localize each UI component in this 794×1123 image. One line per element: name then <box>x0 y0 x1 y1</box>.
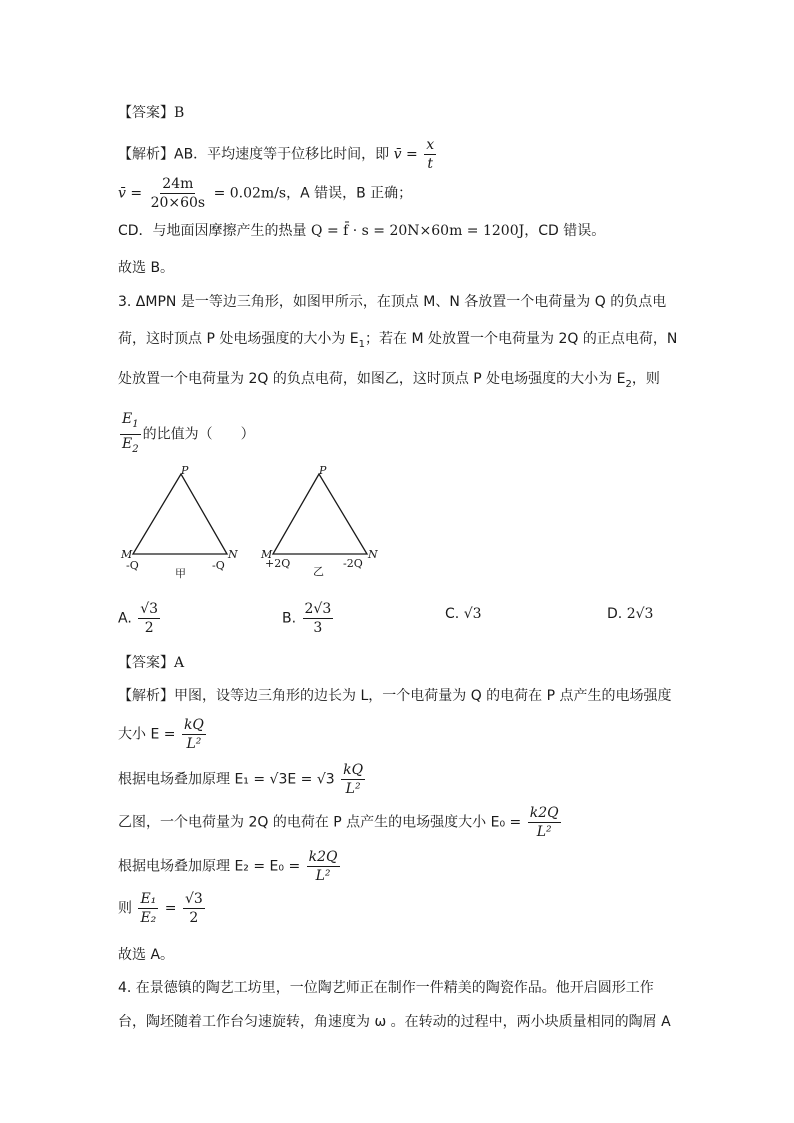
conclusion-line: 故选 A。 <box>118 947 175 963</box>
question-4-stem-2: 台，陶坯随着工作台匀速旋转，角速度为 ω 。在转动的过程中，两小块质量相同的陶屑 A <box>118 1014 671 1030</box>
question-3-stem-1: 3. ΔMPN 是一等边三角形，如图甲所示，在顶点 M、N 各放置一个电荷量为 Q 的负点电 <box>118 294 667 310</box>
analysis-text: 甲图，设等边三角形的边长为 L，一个电荷量为 Q 的电荷在 P 点产生的电场强度 <box>174 688 672 704</box>
option-label: A. <box>118 610 132 627</box>
fraction-numerator: k2Q <box>308 849 338 865</box>
analysis-text: AB．平均速度等于位移比时间，即 <box>174 146 390 163</box>
field-fraction <box>307 848 340 885</box>
fraction-numerator: √3 <box>184 891 203 907</box>
analysis-line-6 <box>118 890 207 927</box>
field-fraction <box>341 761 365 798</box>
result-fraction <box>183 890 205 927</box>
fraction-numerator: 2√3 <box>304 601 332 617</box>
fraction-numerator: kQ <box>343 762 364 778</box>
fraction-denominator: L² <box>536 824 552 840</box>
answer-line <box>118 103 184 123</box>
analysis-text: 乙图，一个电荷量为 2Q 的电荷在 P 点产生的电场强度大小 E₀ = <box>118 814 522 831</box>
velocity-symbol: v̄ <box>393 146 402 163</box>
answer-value: B <box>174 105 185 121</box>
fraction-x-over-t <box>424 136 436 173</box>
equals-sign: = <box>406 146 418 163</box>
fraction-numerator: x <box>426 137 435 153</box>
stem-text: ，则 <box>631 371 660 387</box>
triangle-figure-yi <box>255 462 395 582</box>
fraction-numerator: √3 <box>140 601 159 617</box>
question-4-stem-1: 4. 在景德镇的陶艺工坊里，一位陶艺师正在制作一件精美的陶瓷作品。他开启圆形工作 <box>118 980 654 996</box>
answer-line <box>118 653 184 673</box>
analysis-text: 根据电场叠加原理 E₂ = E₀ = <box>118 858 301 875</box>
triangle-figure-jia <box>115 462 245 582</box>
analysis-text: CD．与地面因摩擦产生的热量 <box>118 223 307 239</box>
option-label: C. <box>445 606 460 622</box>
analysis-tag: 【解析】 <box>118 146 174 163</box>
analysis-text: 则 <box>118 900 132 917</box>
charge-label-n: -Q <box>212 559 225 572</box>
velocity-result: = 0.02m/s <box>213 185 287 202</box>
option-value: √3 <box>463 606 482 622</box>
analysis-text: ，A 错误，B 正确； <box>286 185 413 202</box>
figure-caption: 乙 <box>313 565 324 578</box>
option-fraction <box>138 600 160 637</box>
triangle-shape <box>133 474 227 554</box>
answer-value: A <box>174 655 185 671</box>
question-3-stem-2 <box>118 329 677 355</box>
option-d[interactable] <box>607 606 653 622</box>
fraction-denominator: 2 <box>144 620 154 636</box>
vertex-label-p: P <box>181 464 189 477</box>
fraction-denominator: t <box>427 156 433 172</box>
analysis-line-2 <box>118 175 412 212</box>
answer-tag: 【答案】 <box>118 655 174 671</box>
velocity-symbol: v̄ <box>118 185 126 202</box>
fraction-denominator: 20×60s <box>150 195 206 211</box>
field-fraction <box>182 716 206 753</box>
charge-label-m: -Q <box>126 559 139 572</box>
stem-text: 的比值为（ ） <box>142 426 255 443</box>
option-b[interactable] <box>282 600 335 637</box>
fraction-numerator <box>120 410 141 435</box>
fraction-denominator: L² <box>315 868 331 884</box>
fraction-denominator: 3 <box>313 620 323 636</box>
figure-caption: 甲 <box>175 567 186 580</box>
analysis-text: 根据电场叠加原理 E₁ = √3E = √3 <box>118 771 335 788</box>
fraction-numerator: k2Q <box>529 805 559 821</box>
fraction-numerator: 24m <box>162 176 194 192</box>
ratio-fraction <box>138 890 158 927</box>
question-3-stem-3 <box>118 369 660 395</box>
analysis-line-2 <box>118 716 208 753</box>
option-c[interactable] <box>445 606 482 622</box>
vertex-label-m: M <box>121 548 133 561</box>
option-value: 2√3 <box>626 606 654 622</box>
symbol-e: E <box>122 435 133 452</box>
analysis-line-4 <box>118 804 563 841</box>
stem-text: ；若在 M 处放置一个电荷量为 2Q 的正点电荷，N <box>365 331 678 347</box>
option-label: B. <box>282 610 297 627</box>
equals-sign: = <box>130 185 143 202</box>
stem-text: 荷，这时顶点 P 处电场强度的大小为 E <box>118 331 359 347</box>
answer-tag: 【答案】 <box>118 105 174 121</box>
vertex-label-n: N <box>368 548 378 561</box>
fraction-denominator: L² <box>186 736 202 752</box>
fraction-numerator: E₁ <box>140 891 157 907</box>
fraction-denominator: L² <box>345 781 361 797</box>
question-3-stem-4 <box>118 410 255 459</box>
field-fraction <box>528 804 561 841</box>
option-a[interactable] <box>118 600 162 637</box>
velocity-fraction <box>149 175 208 212</box>
analysis-line-1 <box>118 136 438 173</box>
triangle-shape <box>273 474 367 554</box>
subscript: 1 <box>358 338 366 350</box>
option-label: D. <box>607 606 623 622</box>
option-fraction <box>303 600 334 637</box>
fraction-denominator: 2 <box>189 910 199 926</box>
subscript: 1 <box>132 418 139 430</box>
vertex-label-m: M <box>261 548 273 561</box>
fraction-denominator: E₂ <box>140 910 157 926</box>
analysis-line-1 <box>118 686 672 706</box>
subscript: 2 <box>132 443 139 455</box>
fraction-numerator: kQ <box>183 717 204 733</box>
symbol-e: E <box>122 411 133 427</box>
analysis-line-3 <box>118 761 367 798</box>
vertex-label-n: N <box>228 548 238 561</box>
analysis-line-5 <box>118 848 342 885</box>
analysis-text: 大小 E = <box>118 726 176 743</box>
charge-label-m: +2Q <box>265 557 291 570</box>
analysis-tag: 【解析】 <box>118 688 174 704</box>
ratio-fraction <box>120 410 141 459</box>
equals-sign: = <box>164 900 177 917</box>
analysis-line-3 <box>118 221 605 241</box>
stem-text: 处放置一个电荷量为 2Q 的负点电荷，如图乙，这时顶点 P 处电场强度的大小为 E <box>118 371 626 387</box>
conclusion-line: 故选 B。 <box>118 260 175 276</box>
heat-formula: Q = f̄ · s = 20N×60m = 1200J <box>311 223 525 239</box>
fraction-denominator <box>120 435 141 459</box>
charge-label-n: -2Q <box>343 557 363 570</box>
vertex-label-p: P <box>319 464 327 477</box>
analysis-text: ，CD 错误。 <box>524 223 606 239</box>
subscript: 2 <box>625 378 632 390</box>
